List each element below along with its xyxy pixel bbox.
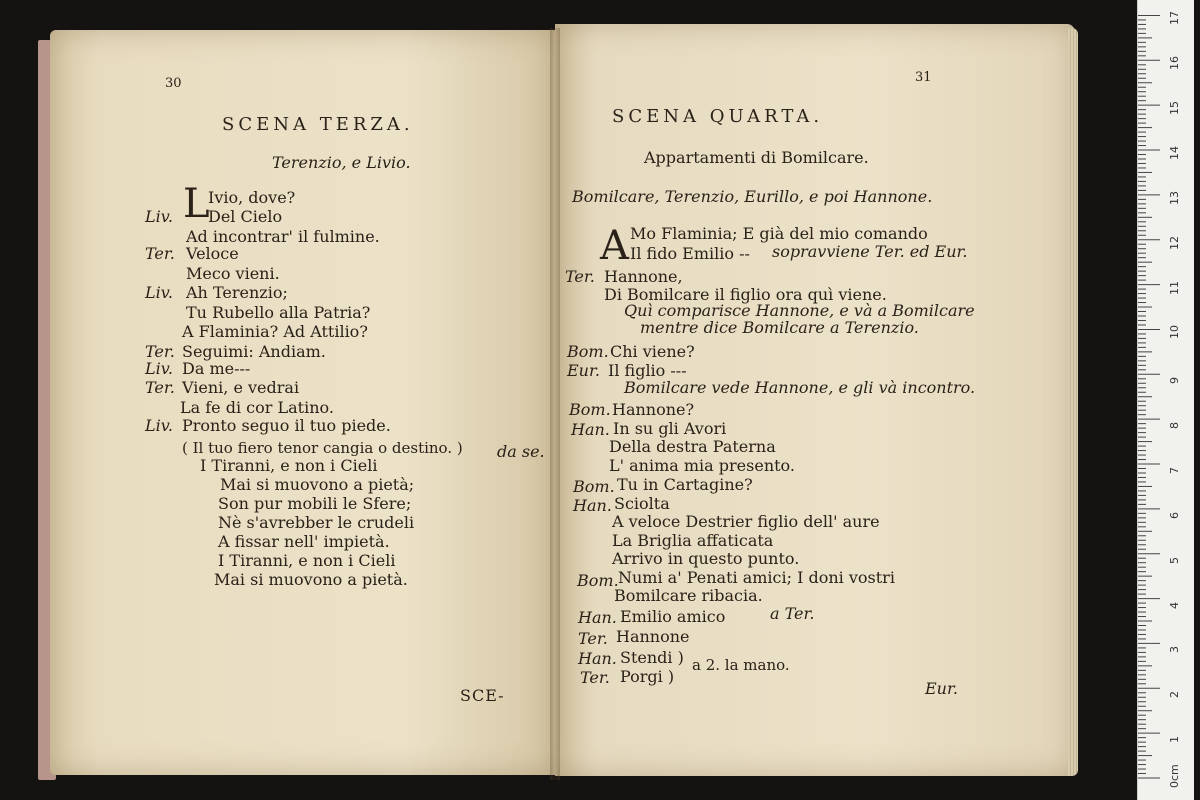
line-right: Arrivo in questo punto.	[612, 549, 800, 568]
line-right: Chi viene?	[610, 342, 695, 361]
speaker-right: Ter.	[578, 629, 608, 648]
line-left: Mai si muovono a pietà;	[220, 475, 415, 494]
ruler-label: 17	[1168, 11, 1181, 26]
line-right: Emilio amico	[620, 607, 726, 626]
ruler-label: 16	[1168, 56, 1181, 71]
page-number-right: 31	[915, 70, 932, 85]
characters-left: Terenzio, e Livio.	[272, 153, 411, 172]
speaker-right: Han.	[578, 608, 617, 627]
aside-a-ter: a Ter.	[770, 604, 815, 623]
ruler-label: 4	[1168, 601, 1181, 609]
stage-direction: sopravviene Ter. ed Eur.	[772, 242, 968, 261]
book-gutter	[550, 28, 560, 780]
speaker-right: Bom.	[569, 400, 611, 419]
page-edges	[1068, 28, 1078, 776]
line-right: La Briglia affaticata	[612, 531, 774, 550]
line-right: Numi a' Penati amici; I doni vostri	[618, 568, 895, 587]
line-left: Ah Terenzio;	[186, 283, 288, 302]
ruler-label: 5	[1168, 556, 1181, 564]
line-left: Pronto seguo il tuo piede.	[182, 416, 391, 435]
characters-right: Bomilcare, Terenzio, Eurillo, e poi Hannone.	[572, 187, 933, 206]
line-left: Vieni, e vedrai	[182, 378, 300, 397]
line-right: Porgi )	[620, 667, 675, 686]
speaker-right: Eur.	[567, 361, 600, 380]
stage-direction: mentre dice Bomilcare a Terenzio.	[640, 318, 919, 337]
line-right: Il figlio ---	[608, 361, 687, 380]
ruler-label: 9	[1168, 377, 1181, 385]
line-left: A fissar nell' impietà.	[218, 532, 390, 551]
line-right: Stendi )	[620, 648, 684, 667]
stage-direction: Bomilcare vede Hannone, e gli và incontro.	[624, 378, 976, 397]
line-left: Del Cielo	[208, 207, 283, 226]
line-left: Ivio, dove?	[208, 188, 296, 207]
line-left: Tu Rubello alla Patria?	[186, 303, 371, 322]
line-right: Hannone	[616, 627, 690, 646]
ruler-label: 14	[1168, 146, 1181, 161]
line-right: Il fido Emilio --	[630, 244, 750, 263]
speaker-right: Bom.	[567, 342, 609, 361]
ruler-label: 2	[1168, 691, 1181, 699]
speaker-left: Liv.	[145, 207, 173, 226]
stage-direction: Quì comparisce Hannone, e và a Bomilcare	[624, 301, 975, 320]
ruler-label: 3	[1168, 646, 1181, 654]
catchword-left: SCE-	[460, 686, 505, 705]
speaker-right: Han.	[578, 649, 617, 668]
speaker-left: Liv.	[145, 416, 173, 435]
line-left: La fe di cor Latino.	[180, 398, 334, 417]
line-left: Son pur mobili le Sfere;	[218, 494, 412, 513]
line-right: Di Bomilcare il figlio ora quì viene.	[604, 285, 887, 304]
ruler-label: 11	[1168, 280, 1181, 295]
speaker-left: Liv.	[145, 359, 173, 378]
line-right: Sciolta	[614, 494, 670, 513]
measuring-ruler	[1137, 0, 1194, 800]
ruler-label: 15	[1168, 101, 1181, 116]
line-left: Ad incontrar' il fulmine.	[186, 227, 380, 246]
line-right: Bomilcare ribacia.	[614, 586, 763, 605]
speaker-right: Bom.	[573, 477, 615, 496]
ruler-label: 1	[1168, 736, 1181, 744]
speaker-right: Bom.	[577, 571, 619, 590]
speaker-left: Ter.	[145, 378, 175, 397]
line-left: I Tiranni, e non i Cieli	[200, 456, 378, 475]
page-number-left: 30	[165, 76, 182, 91]
line-left: Mai si muovono a pietà.	[214, 570, 408, 589]
aside-da-se: da se.	[497, 442, 545, 461]
line-right: In su gli Avori	[613, 419, 727, 438]
line-left: I Tiranni, e non i Cieli	[218, 551, 396, 570]
speaker-right: Han.	[571, 420, 610, 439]
speaker-right: Ter.	[565, 267, 595, 286]
line-left: Seguimi: Andiam.	[182, 342, 326, 361]
speaker-right: Ter.	[580, 668, 610, 687]
line-right: Della destra Paterna	[609, 437, 776, 456]
line-left: Nè s'avrebber le crudeli	[218, 513, 415, 532]
speaker-right: Han.	[573, 496, 612, 515]
ruler-label: 8	[1168, 422, 1181, 430]
line-left: Da me---	[182, 359, 251, 378]
scene-title-left: SCENA TERZA.	[222, 114, 414, 135]
line-right: Tu in Cartagine?	[617, 475, 753, 494]
ruler-label: 13	[1168, 190, 1181, 205]
ruler-label: 10	[1168, 325, 1181, 340]
scene-title-right: SCENA QUARTA.	[612, 106, 824, 127]
drop-cap-left: L	[183, 181, 210, 227]
ruler-ticks	[1138, 0, 1194, 800]
ruler-label: 0cm	[1168, 764, 1181, 788]
line-right: Hannone?	[612, 400, 695, 419]
line-left: Veloce	[186, 244, 239, 263]
line-left: A Flaminia? Ad Attilio?	[182, 322, 368, 341]
line-right: Hannone,	[604, 267, 683, 286]
ruler-label: 7	[1168, 467, 1181, 474]
ruler-label: 6	[1168, 511, 1181, 519]
line-right: Mo Flaminia; E già del mio comando	[630, 224, 928, 243]
setting-right: Appartamenti di Bomilcare.	[644, 148, 869, 167]
catchword-right: Eur.	[925, 679, 958, 698]
line-left: ( Il tuo fiero tenor cangia o destino. )	[182, 439, 463, 457]
line-right: L' anima mia presento.	[609, 456, 795, 475]
a-due-direction: a 2. la mano.	[692, 656, 790, 674]
speaker-left: Liv.	[145, 283, 173, 302]
speaker-left: Ter.	[145, 244, 175, 263]
drop-cap-right: A	[600, 223, 629, 269]
speaker-left: Ter.	[145, 342, 175, 361]
line-right: A veloce Destrier figlio dell' aure	[612, 512, 880, 531]
ruler-label: 12	[1168, 235, 1181, 250]
line-left: Meco vieni.	[186, 264, 280, 283]
